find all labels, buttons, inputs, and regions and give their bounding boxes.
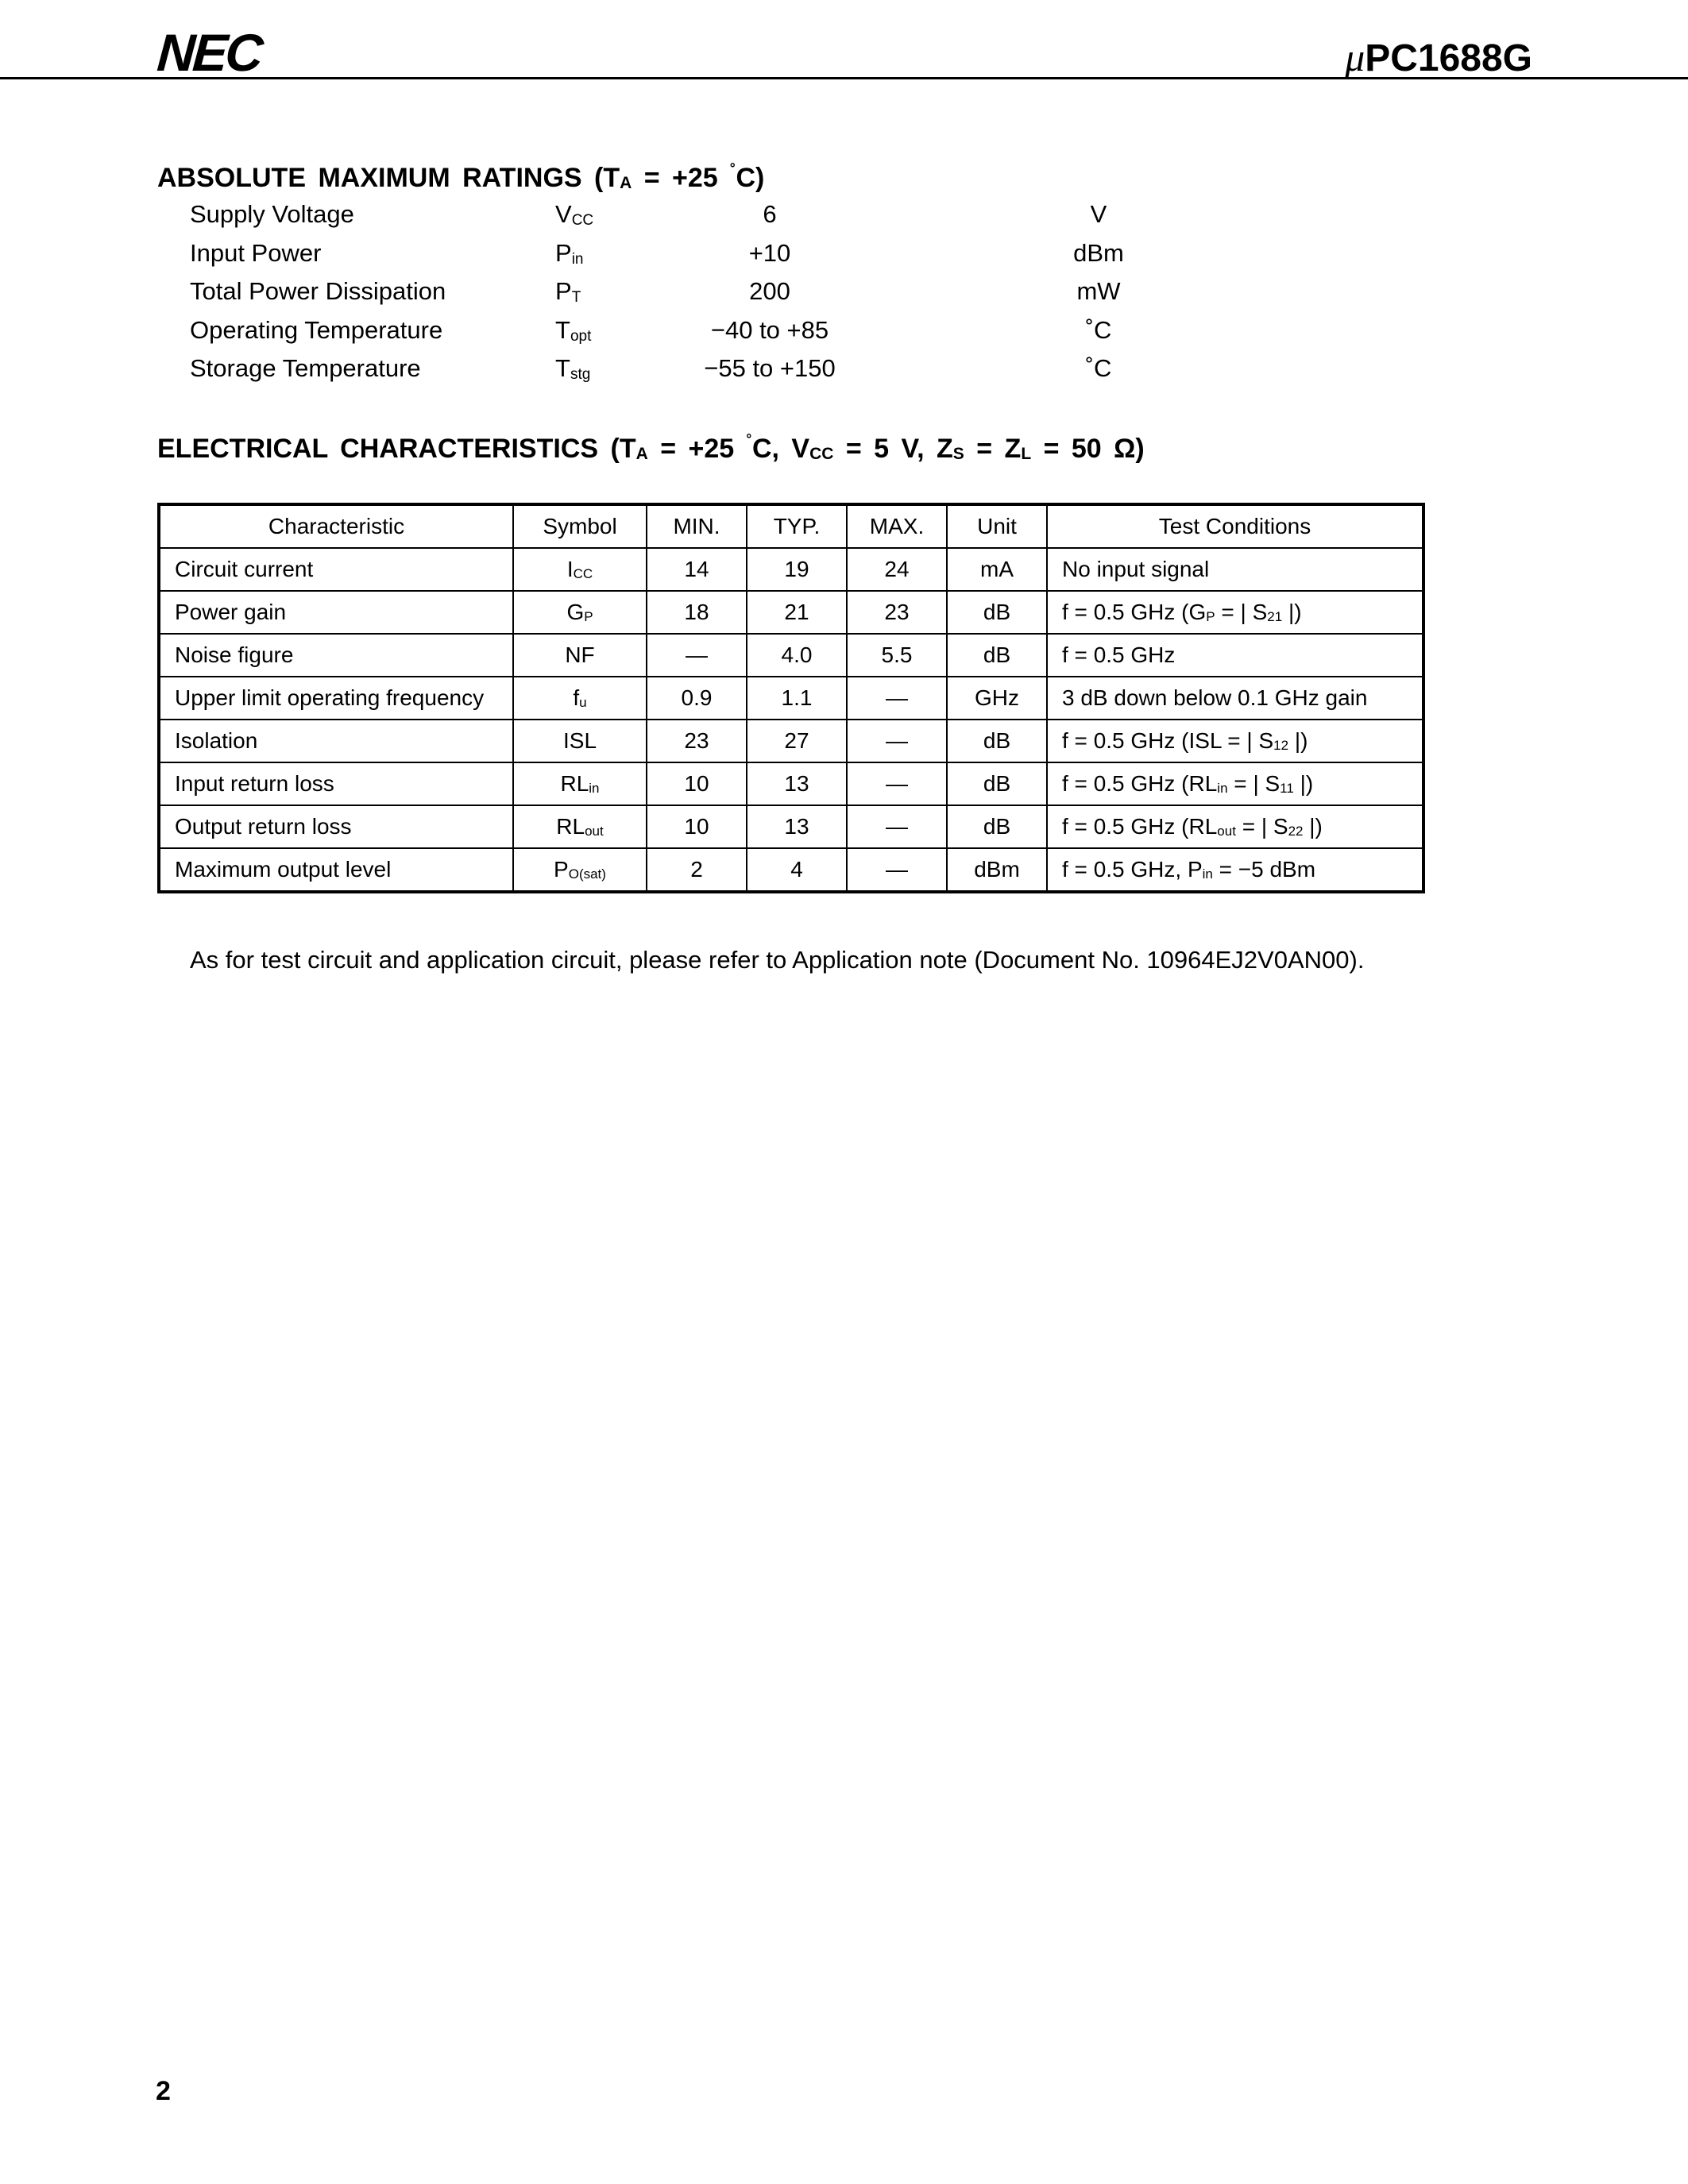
table-row — [159, 848, 1423, 892]
rating-unit: V — [1090, 200, 1107, 228]
typ-cell: 19 — [747, 548, 847, 591]
rating-unit: mW — [1076, 277, 1121, 305]
symbol-cell: $I_{CC}$ — [513, 548, 647, 591]
rating-value: −40 to +85 — [710, 315, 829, 344]
rating-unit: ˚C — [1085, 315, 1112, 344]
unit-cell: dB — [947, 805, 1047, 848]
rating-value: +10 — [748, 238, 791, 267]
min-cell: 23 — [647, 720, 747, 762]
characteristic-cell: Output return loss — [159, 805, 513, 848]
symbol-cell: $RL_{in}$ — [513, 762, 647, 805]
characteristic-cell: Circuit current — [159, 548, 513, 591]
rating-name: Input Power — [190, 238, 322, 267]
characteristic-cell: Power gain — [159, 591, 513, 634]
test-conditions-cell: No input signal — [1047, 548, 1423, 591]
application-note-text: As for test circuit and application circuit, please refer to Application note (Document No. 10964EJ2V0AN00). — [190, 946, 1365, 974]
unit-cell: dB — [947, 634, 1047, 677]
page-number: 2 — [156, 2076, 171, 2106]
max-cell: — — [847, 720, 947, 762]
typ-cell: 27 — [747, 720, 847, 762]
symbol-cell: NF — [513, 634, 647, 677]
max-cell: — — [847, 848, 947, 892]
table-row — [159, 762, 1423, 805]
symbol-cell: $RL_{out}$ — [513, 805, 647, 848]
rating-name: Total Power Dissipation — [190, 277, 446, 305]
typ-cell: 13 — [747, 762, 847, 805]
column-header: Test Conditions — [1047, 504, 1423, 548]
characteristic-cell: Maximum output level — [159, 848, 513, 892]
rating-symbol: $T_{stg}$ — [555, 354, 591, 383]
test-conditions-cell: f = 0.5 GHz — [1047, 634, 1423, 677]
column-header: Symbol — [513, 504, 647, 548]
unit-cell: GHz — [947, 677, 1047, 720]
min-cell: 14 — [647, 548, 747, 591]
rating-name: Supply Voltage — [190, 200, 354, 228]
table-row — [159, 677, 1423, 720]
table-row — [159, 548, 1423, 591]
unit-cell: dBm — [947, 848, 1047, 892]
rating-name: Operating Temperature — [190, 315, 443, 344]
rating-symbol: $P_T$ — [555, 277, 581, 306]
rating-symbol: $P_{in}$ — [555, 238, 584, 268]
nec-logo: NEC — [155, 23, 264, 82]
min-cell: 10 — [647, 762, 747, 805]
part-number-text: PC1688G — [1365, 37, 1532, 79]
typ-cell: 1.1 — [747, 677, 847, 720]
test-conditions-cell: f = 0.5 GHz (ISL = | $S_{12}$ |) — [1047, 720, 1423, 762]
abs-max-heading: ABSOLUTE MAXIMUM RATINGS ($T_A = +25$ ˚C) — [157, 161, 765, 193]
characteristic-cell: Input return loss — [159, 762, 513, 805]
rating-symbol: $T_{opt}$ — [555, 315, 592, 345]
min-cell: 18 — [647, 591, 747, 634]
symbol-cell: $G_P$ — [513, 591, 647, 634]
test-conditions-cell: 3 dB down below 0.1 GHz gain — [1047, 677, 1423, 720]
table-header-row — [159, 504, 1423, 548]
rating-value: −55 to +150 — [704, 354, 836, 382]
header-rule — [0, 77, 1688, 79]
typ-cell: 21 — [747, 591, 847, 634]
column-header: Characteristic — [159, 504, 513, 548]
column-header: MIN. — [647, 504, 747, 548]
rating-name: Storage Temperature — [190, 354, 421, 382]
test-conditions-cell: f = 0.5 GHz, $P_{in} = -5$ dBm — [1047, 848, 1423, 892]
max-cell: 24 — [847, 548, 947, 591]
table-row — [159, 634, 1423, 677]
symbol-cell: ISL — [513, 720, 647, 762]
max-cell: — — [847, 805, 947, 848]
rating-value: 200 — [749, 277, 790, 305]
characteristic-cell: Isolation — [159, 720, 513, 762]
typ-cell: 4 — [747, 848, 847, 892]
electrical-heading: ELECTRICAL CHARACTERISTICS ($T_A = +25$ ˚C, $V_{CC} = 5$ V, $Z_S = Z_L = 50$ Ω) — [157, 432, 1145, 464]
table-row — [159, 720, 1423, 762]
min-cell: — — [647, 634, 747, 677]
min-cell: 0.9 — [647, 677, 747, 720]
characteristic-cell: Upper limit operating frequency — [159, 677, 513, 720]
rating-unit: ˚C — [1085, 354, 1112, 382]
symbol-cell: $f_u$ — [513, 677, 647, 720]
characteristic-cell: Noise figure — [159, 634, 513, 677]
table-row — [159, 591, 1423, 634]
max-cell: — — [847, 762, 947, 805]
min-cell: 10 — [647, 805, 747, 848]
unit-cell: dB — [947, 762, 1047, 805]
unit-cell: dB — [947, 591, 1047, 634]
test-conditions-cell: f = 0.5 GHz ($RL_{out}$ = | $S_{22}$ |) — [1047, 805, 1423, 848]
rating-value: 6 — [763, 200, 777, 228]
symbol-cell: $P_{O(sat)}$ — [513, 848, 647, 892]
unit-cell: dB — [947, 720, 1047, 762]
typ-cell: 4.0 — [747, 634, 847, 677]
min-cell: 2 — [647, 848, 747, 892]
column-header: MAX. — [847, 504, 947, 548]
max-cell: — — [847, 677, 947, 720]
test-conditions-cell: f = 0.5 GHz ($G_P$ = | $S_{21}$ |) — [1047, 591, 1423, 634]
rating-unit: dBm — [1073, 238, 1124, 267]
part-prefix: μ — [1345, 35, 1365, 79]
part-number — [1345, 35, 1532, 81]
rating-symbol: $V_{CC}$ — [555, 200, 594, 229]
max-cell: 23 — [847, 591, 947, 634]
max-cell: 5.5 — [847, 634, 947, 677]
typ-cell: 13 — [747, 805, 847, 848]
test-conditions-cell: f = 0.5 GHz ($RL_{in}$ = | $S_{11}$ |) — [1047, 762, 1423, 805]
unit-cell: mA — [947, 548, 1047, 591]
electrical-characteristics-table — [157, 503, 1425, 893]
table-row — [159, 805, 1423, 848]
column-header: Unit — [947, 504, 1047, 548]
column-header: TYP. — [747, 504, 847, 548]
